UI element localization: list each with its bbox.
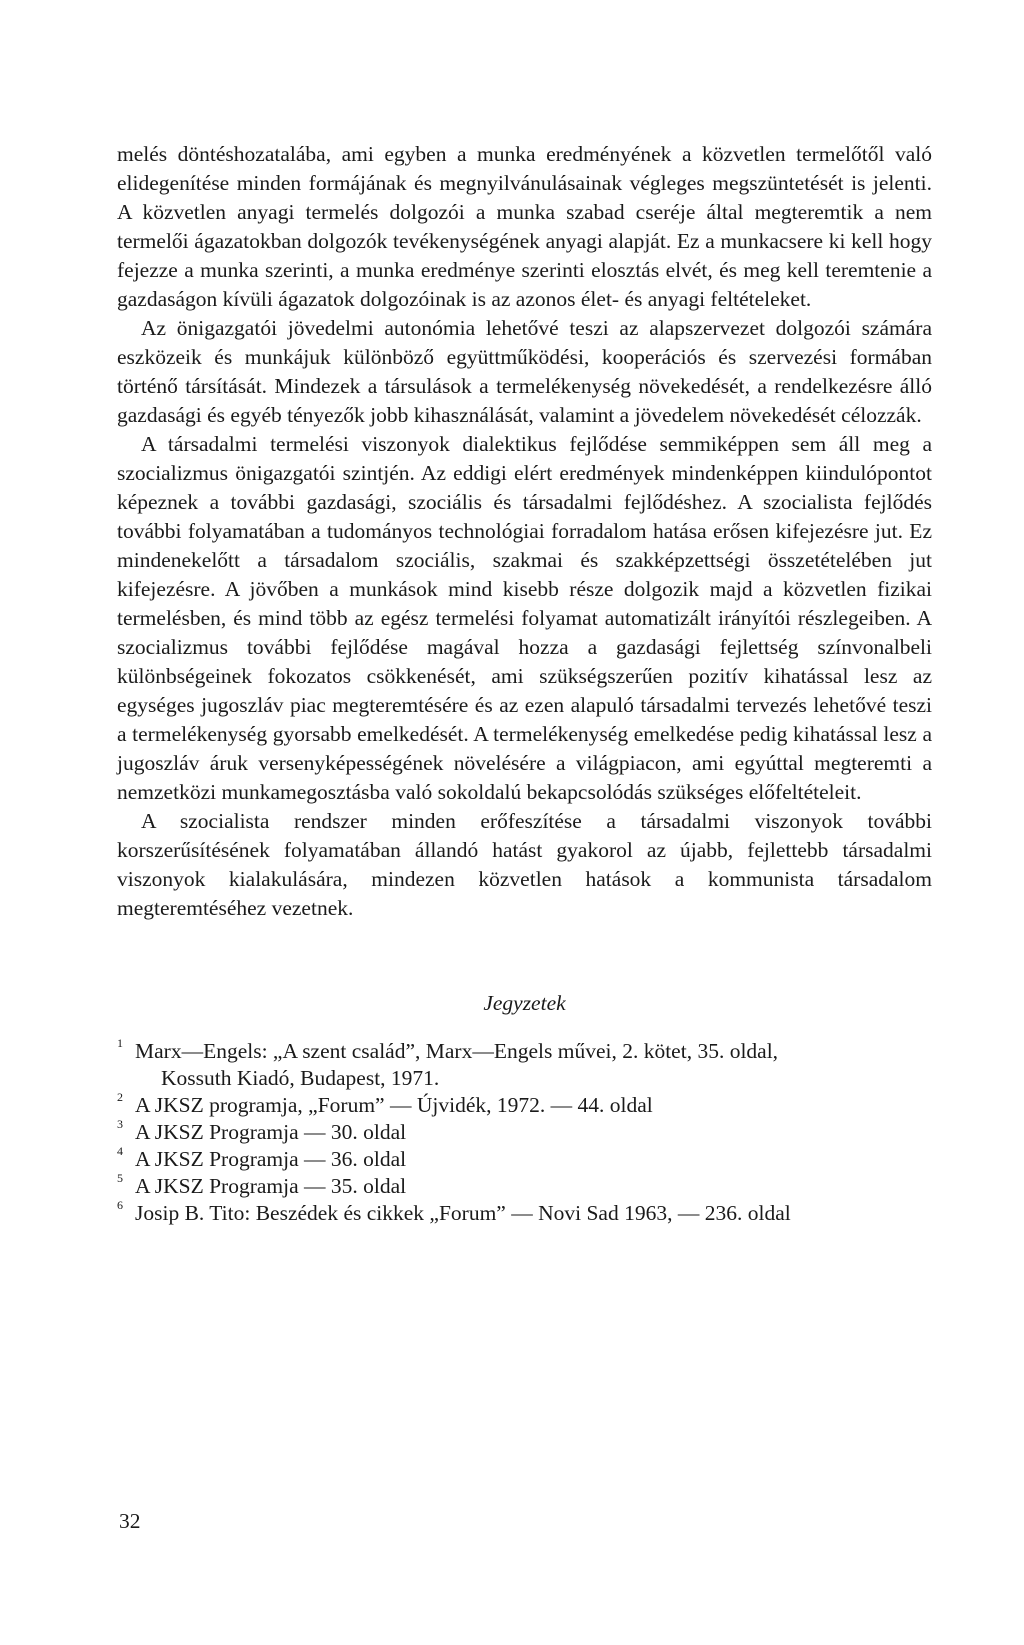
paragraph-2: Az önigazgatói jövedelmi autonómia lehetővé teszi az alapszervezet dolgozói számára eszközeik és munkájuk különböző együttműködési, kooperációs és szervezési formában történő társítását. Mindezek a társulások a termelékenység növekedését, a rendelkezésre álló gazdasági és egyéb tényezők jobb kihasználását, valamint a jövedelem növekedését célozzák.	[117, 316, 932, 427]
note-marker: 6	[117, 1198, 123, 1212]
notes-heading: Jegyzetek	[483, 991, 566, 1015]
note-2	[117, 1092, 932, 1119]
note-text: A JKSZ Programja — 30. oldal	[135, 1120, 407, 1144]
note-marker: 1	[117, 1036, 123, 1050]
note-marker: 3	[117, 1117, 123, 1131]
note-text: Josip B. Tito: Beszédek és cikkek „Forum” — Novi Sad 1963, — 236. oldal	[135, 1201, 791, 1225]
page-number: 32	[119, 1509, 141, 1533]
note-1	[117, 1038, 932, 1092]
note-6	[117, 1200, 932, 1227]
note-marker: 4	[117, 1144, 123, 1158]
notes-list	[117, 1038, 932, 1227]
note-3	[117, 1119, 932, 1146]
note-continuation: Kossuth Kiadó, Budapest, 1971.	[161, 1066, 440, 1090]
paragraph-4: A szocialista rendszer minden erőfeszítése a társadalmi viszonyok további korszerűsítésének folyamatában állandó hatást gyakorol az újabb, fejlettebb társadalmi viszonyok kialakulására, mindezen közvetlen hatások a kommunista társadalom megteremtéséhez vezetnek.	[117, 809, 932, 920]
note-marker: 5	[117, 1171, 123, 1185]
note-text: A JKSZ programja, „Forum” — Újvidék, 1972. — 44. oldal	[135, 1093, 653, 1117]
paragraph-1: melés döntéshozatalába, ami egyben a munka eredményének a közvetlen termelőtől való elidegenítése minden formájának és megnyilvánulásainak végleges megszüntetését is jelenti. A közvetlen anyagi termelés dolgozói a munka szabad cseréje által megteremtik a nem termelői ágazatokban dolgozók tevékenységének anyagi alapját. Ez a munkacsere ki kell hogy fejezze a munka szerinti, a munka eredménye szerinti elosztás elvét, és meg kell teremtenie a gazdaságon kívüli ágazatok dolgozóinak is az azonos élet- és anyagi feltételeket.	[117, 142, 932, 311]
note-marker: 2	[117, 1090, 123, 1104]
page-content	[117, 140, 932, 1227]
paragraph-3: A társadalmi termelési viszonyok dialektikus fejlődése semmiképpen sem áll meg a szocializmus önigazgatói szintjén. Az eddigi elért eredmények mindenképpen kiindulópontot képeznek a további gazdasági, szociális és társadalmi fejlődéshez. A szocialista fejlődés további folyamatában a tudományos technológiai forradalom hatása erősen kifejezésre jut. Ez mindenekelőtt a társadalom szociális, szakmai és szakképzettségi összetételében jut kifejezésre. A jövőben a munkások mind kisebb része dolgozik majd a közvetlen fizikai termelésben, és mind több az egész termelési folyamat automatizált irányítói részlegeiben. A szocializmus további fejlődése magával hozza a gazdasági fejlettség színvonalbeli különbségeinek fokozatos csökkenését, ami szükségszerűen pozitív kihatással lesz az egységes jugoszláv piac megteremtésére és az ezen alapuló társadalmi tervezés lehetővé teszi a termelékenység gyorsabb emelkedését. A termelékenység emelkedése pedig kihatással lesz a jugoszláv áruk versenyképességének növelésére a világpiacon, ami egyúttal megteremti a nemzetközi munkamegosztásba való sokoldalú bekapcsolódás szükséges előfeltételeit.	[117, 432, 932, 804]
note-text: Marx—Engels: „A szent család”, Marx—Engels művei, 2. kötet, 35. oldal,	[135, 1039, 779, 1063]
note-text: A JKSZ Programja — 36. oldal	[135, 1147, 407, 1171]
note-text: A JKSZ Programja — 35. oldal	[135, 1174, 407, 1198]
note-4	[117, 1146, 932, 1173]
body-text	[117, 140, 932, 923]
note-5	[117, 1173, 932, 1200]
